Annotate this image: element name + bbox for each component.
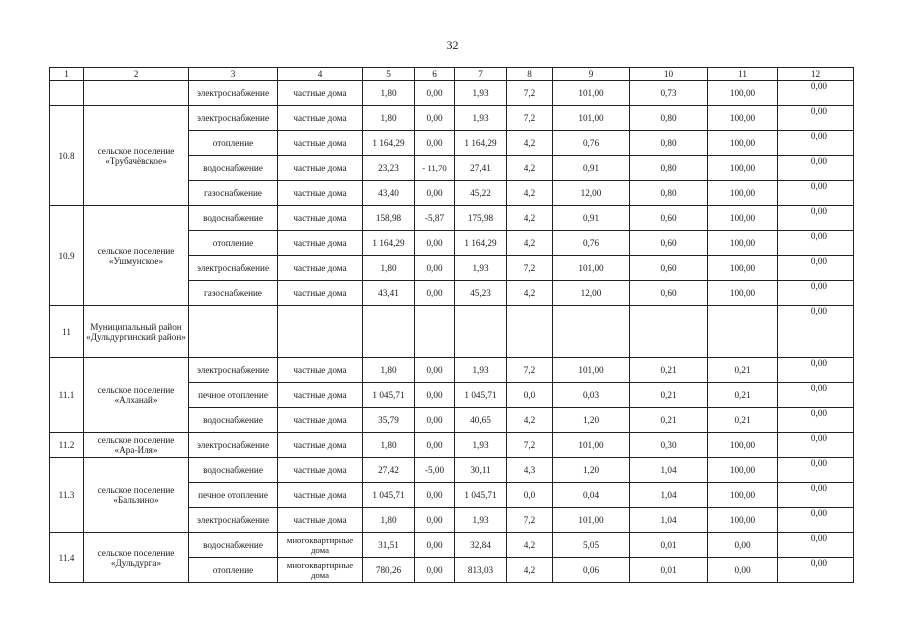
value-col5 bbox=[363, 306, 415, 358]
value-col11: 100,00 bbox=[708, 483, 778, 508]
value-col7: 1,93 bbox=[455, 106, 507, 131]
value-col7 bbox=[455, 306, 507, 358]
column-number: 1 bbox=[50, 68, 84, 81]
table-row bbox=[50, 358, 854, 383]
resource-type: электроснабжение bbox=[189, 508, 278, 533]
value-col11: 100,00 bbox=[708, 281, 778, 306]
column-number: 6 bbox=[415, 68, 455, 81]
settlement-name: сельское поселение «Дульдурга» bbox=[84, 533, 189, 583]
value-col11 bbox=[708, 306, 778, 358]
value-col5: 43,40 bbox=[363, 181, 415, 206]
value-col12: 0,00 bbox=[778, 231, 854, 256]
value-col8: 4,2 bbox=[507, 408, 553, 433]
value-col10: 0,21 bbox=[630, 358, 708, 383]
value-col5: 1,80 bbox=[363, 358, 415, 383]
value-col10: 0,60 bbox=[630, 206, 708, 231]
value-col6: 0,00 bbox=[415, 181, 455, 206]
value-col6: 0,00 bbox=[415, 106, 455, 131]
value-col10: 0,21 bbox=[630, 383, 708, 408]
resource-type: электроснабжение bbox=[189, 256, 278, 281]
row-number: 11.3 bbox=[50, 458, 84, 533]
value-col10: 0,80 bbox=[630, 106, 708, 131]
value-col10: 0,80 bbox=[630, 156, 708, 181]
housing-type: частные дома bbox=[278, 358, 363, 383]
value-col10: 0,60 bbox=[630, 281, 708, 306]
value-col6: 0,00 bbox=[415, 433, 455, 458]
value-col12: 0,00 bbox=[778, 458, 854, 483]
value-col5: 1,80 bbox=[363, 433, 415, 458]
value-col10: 0,80 bbox=[630, 131, 708, 156]
value-col11: 100,00 bbox=[708, 106, 778, 131]
value-col9: 0,06 bbox=[553, 558, 630, 583]
housing-type: частные дома bbox=[278, 281, 363, 306]
value-col11: 100,00 bbox=[708, 181, 778, 206]
value-col7: 175,98 bbox=[455, 206, 507, 231]
value-col7: 813,03 bbox=[455, 558, 507, 583]
housing-type: частные дома bbox=[278, 231, 363, 256]
value-col7: 1,93 bbox=[455, 256, 507, 281]
value-col12: 0,00 bbox=[778, 156, 854, 181]
value-col7: 30,11 bbox=[455, 458, 507, 483]
value-col5: 780,26 bbox=[363, 558, 415, 583]
value-col6: -5,87 bbox=[415, 206, 455, 231]
value-col9: 101,00 bbox=[553, 433, 630, 458]
value-col9: 0,76 bbox=[553, 231, 630, 256]
value-col12: 0,00 bbox=[778, 281, 854, 306]
resource-type: газоснабжение bbox=[189, 181, 278, 206]
housing-type: частные дома bbox=[278, 433, 363, 458]
value-col6: 0,00 bbox=[415, 81, 455, 106]
value-col10: 0,01 bbox=[630, 558, 708, 583]
value-col6: 0,00 bbox=[415, 281, 455, 306]
value-col10: 1,04 bbox=[630, 458, 708, 483]
value-col11: 0,00 bbox=[708, 533, 778, 558]
value-col12: 0,00 bbox=[778, 408, 854, 433]
value-col11: 100,00 bbox=[708, 231, 778, 256]
row-number: 11.2 bbox=[50, 433, 84, 458]
housing-type: частные дома bbox=[278, 156, 363, 181]
value-col10: 1,04 bbox=[630, 483, 708, 508]
value-col9: 12,00 bbox=[553, 281, 630, 306]
value-col6: 0,00 bbox=[415, 558, 455, 583]
value-col11: 100,00 bbox=[708, 256, 778, 281]
row-number: 11.1 bbox=[50, 358, 84, 433]
value-col12: 0,00 bbox=[778, 306, 854, 358]
value-col6 bbox=[415, 306, 455, 358]
value-col9: 101,00 bbox=[553, 358, 630, 383]
value-col12: 0,00 bbox=[778, 483, 854, 508]
value-col6: 0,00 bbox=[415, 533, 455, 558]
value-col6: 0,00 bbox=[415, 508, 455, 533]
resource-type: электроснабжение bbox=[189, 81, 278, 106]
value-col11: 0,21 bbox=[708, 358, 778, 383]
value-col11: 100,00 bbox=[708, 433, 778, 458]
value-col12: 0,00 bbox=[778, 358, 854, 383]
value-col9: 101,00 bbox=[553, 256, 630, 281]
value-col8: 7,2 bbox=[507, 358, 553, 383]
value-col11: 100,00 bbox=[708, 81, 778, 106]
resource-type: водоснабжение bbox=[189, 408, 278, 433]
resource-type: электроснабжение bbox=[189, 433, 278, 458]
value-col12: 0,00 bbox=[778, 383, 854, 408]
value-col8 bbox=[507, 306, 553, 358]
value-col7: 1,93 bbox=[455, 433, 507, 458]
value-col10: 0,60 bbox=[630, 231, 708, 256]
value-col12: 0,00 bbox=[778, 533, 854, 558]
value-col7: 1 045,71 bbox=[455, 483, 507, 508]
value-col7: 1,93 bbox=[455, 81, 507, 106]
value-col7: 40,65 bbox=[455, 408, 507, 433]
value-col11: 0,21 bbox=[708, 383, 778, 408]
tariff-table bbox=[49, 67, 854, 583]
value-col8: 4,3 bbox=[507, 458, 553, 483]
value-col7: 1 164,29 bbox=[455, 231, 507, 256]
value-col9: 0,76 bbox=[553, 131, 630, 156]
housing-type: многоквартирные дома bbox=[278, 533, 363, 558]
value-col6: - 11,70 bbox=[415, 156, 455, 181]
table-row bbox=[50, 206, 854, 231]
value-col11: 100,00 bbox=[708, 458, 778, 483]
column-number: 10 bbox=[630, 68, 708, 81]
table-row bbox=[50, 81, 854, 106]
value-col7: 1,93 bbox=[455, 358, 507, 383]
value-col7: 1 045,71 bbox=[455, 383, 507, 408]
page-number: 32 bbox=[446, 38, 459, 52]
column-number: 7 bbox=[455, 68, 507, 81]
housing-type: частные дома bbox=[278, 483, 363, 508]
housing-type: частные дома bbox=[278, 256, 363, 281]
settlement-name: сельское поселение «Ушмунское» bbox=[84, 206, 189, 306]
value-col8: 7,2 bbox=[507, 433, 553, 458]
table-row bbox=[50, 458, 854, 483]
value-col6: 0,00 bbox=[415, 358, 455, 383]
value-col9: 1,20 bbox=[553, 408, 630, 433]
value-col6: 0,00 bbox=[415, 231, 455, 256]
column-number: 12 bbox=[778, 68, 854, 81]
value-col5: 1,80 bbox=[363, 256, 415, 281]
housing-type: частные дома bbox=[278, 458, 363, 483]
value-col7: 45,22 bbox=[455, 181, 507, 206]
value-col12: 0,00 bbox=[778, 181, 854, 206]
value-col10: 1,04 bbox=[630, 508, 708, 533]
column-number: 9 bbox=[553, 68, 630, 81]
value-col10: 0,60 bbox=[630, 256, 708, 281]
table-row bbox=[50, 433, 854, 458]
value-col5: 1 045,71 bbox=[363, 383, 415, 408]
value-col11: 0,21 bbox=[708, 408, 778, 433]
housing-type bbox=[278, 306, 363, 358]
value-col10: 0,73 bbox=[630, 81, 708, 106]
value-col11: 100,00 bbox=[708, 131, 778, 156]
value-col5: 27,42 bbox=[363, 458, 415, 483]
housing-type: частные дома bbox=[278, 81, 363, 106]
value-col9: 101,00 bbox=[553, 106, 630, 131]
value-col8: 7,2 bbox=[507, 508, 553, 533]
value-col9: 0,91 bbox=[553, 156, 630, 181]
table-row bbox=[50, 106, 854, 131]
row-number: 10.9 bbox=[50, 206, 84, 306]
value-col8: 0,0 bbox=[507, 383, 553, 408]
value-col6: 0,00 bbox=[415, 483, 455, 508]
value-col8: 7,2 bbox=[507, 256, 553, 281]
value-col8: 4,2 bbox=[507, 533, 553, 558]
value-col11: 100,00 bbox=[708, 156, 778, 181]
value-col10 bbox=[630, 306, 708, 358]
value-col5: 23,23 bbox=[363, 156, 415, 181]
settlement-name: сельское поселение «Алханай» bbox=[84, 358, 189, 433]
row-number bbox=[50, 81, 84, 106]
value-col5: 1 164,29 bbox=[363, 231, 415, 256]
housing-type: частные дома bbox=[278, 383, 363, 408]
value-col6: 0,00 bbox=[415, 408, 455, 433]
value-col5: 43,41 bbox=[363, 281, 415, 306]
value-col12: 0,00 bbox=[778, 433, 854, 458]
housing-type: многоквартирные дома bbox=[278, 558, 363, 583]
column-number: 11 bbox=[708, 68, 778, 81]
value-col7: 1 164,29 bbox=[455, 131, 507, 156]
resource-type: водоснабжение bbox=[189, 156, 278, 181]
value-col5: 158,98 bbox=[363, 206, 415, 231]
value-col8: 4,2 bbox=[507, 281, 553, 306]
value-col8: 7,2 bbox=[507, 81, 553, 106]
resource-type: отопление bbox=[189, 558, 278, 583]
value-col8: 4,2 bbox=[507, 558, 553, 583]
value-col9: 0,04 bbox=[553, 483, 630, 508]
housing-type: частные дома bbox=[278, 106, 363, 131]
value-col8: 4,2 bbox=[507, 206, 553, 231]
value-col10: 0,30 bbox=[630, 433, 708, 458]
housing-type: частные дома bbox=[278, 181, 363, 206]
value-col9: 101,00 bbox=[553, 81, 630, 106]
resource-type: газоснабжение bbox=[189, 281, 278, 306]
value-col7: 45,23 bbox=[455, 281, 507, 306]
value-col7: 1,93 bbox=[455, 508, 507, 533]
value-col12: 0,00 bbox=[778, 106, 854, 131]
value-col9: 12,00 bbox=[553, 181, 630, 206]
value-col11: 0,00 bbox=[708, 558, 778, 583]
value-col12: 0,00 bbox=[778, 206, 854, 231]
housing-type: частные дома bbox=[278, 508, 363, 533]
value-col8: 4,2 bbox=[507, 131, 553, 156]
resource-type: водоснабжение bbox=[189, 206, 278, 231]
value-col5: 1 045,71 bbox=[363, 483, 415, 508]
table-row bbox=[50, 306, 854, 358]
value-col11: 100,00 bbox=[708, 508, 778, 533]
settlement-name: Муниципальный район «Дульдургинский район» bbox=[84, 306, 189, 358]
value-col12: 0,00 bbox=[778, 131, 854, 156]
value-col5: 1,80 bbox=[363, 106, 415, 131]
value-col12: 0,00 bbox=[778, 81, 854, 106]
settlement-name: сельское поселение «Трубачёвское» bbox=[84, 106, 189, 206]
value-col5: 1,80 bbox=[363, 508, 415, 533]
resource-type: водоснабжение bbox=[189, 533, 278, 558]
housing-type: частные дома bbox=[278, 131, 363, 156]
table-row bbox=[50, 533, 854, 558]
column-number: 2 bbox=[84, 68, 189, 81]
value-col5: 1 164,29 bbox=[363, 131, 415, 156]
settlement-name: сельское поселение «Бальзино» bbox=[84, 458, 189, 533]
value-col10: 0,01 bbox=[630, 533, 708, 558]
value-col6: -5,00 bbox=[415, 458, 455, 483]
value-col6: 0,00 bbox=[415, 131, 455, 156]
row-number: 10.8 bbox=[50, 106, 84, 206]
value-col11: 100,00 bbox=[708, 206, 778, 231]
housing-type: частные дома bbox=[278, 206, 363, 231]
resource-type: водоснабжение bbox=[189, 458, 278, 483]
settlement-name bbox=[84, 81, 189, 106]
value-col9: 0,03 bbox=[553, 383, 630, 408]
value-col7: 32,84 bbox=[455, 533, 507, 558]
settlement-name: сельское поселение «Ара-Иля» bbox=[84, 433, 189, 458]
resource-type: электроснабжение bbox=[189, 106, 278, 131]
value-col8: 7,2 bbox=[507, 106, 553, 131]
value-col5: 1,80 bbox=[363, 81, 415, 106]
value-col10: 0,21 bbox=[630, 408, 708, 433]
value-col10: 0,80 bbox=[630, 181, 708, 206]
column-number: 5 bbox=[363, 68, 415, 81]
value-col5: 35,79 bbox=[363, 408, 415, 433]
housing-type: частные дома bbox=[278, 408, 363, 433]
value-col12: 0,00 bbox=[778, 508, 854, 533]
value-col12: 0,00 bbox=[778, 558, 854, 583]
value-col9 bbox=[553, 306, 630, 358]
column-number: 3 bbox=[189, 68, 278, 81]
resource-type bbox=[189, 306, 278, 358]
row-number: 11.4 bbox=[50, 533, 84, 583]
row-number: 11 bbox=[50, 306, 84, 358]
value-col6: 0,00 bbox=[415, 383, 455, 408]
resource-type: отопление bbox=[189, 131, 278, 156]
value-col8: 0,0 bbox=[507, 483, 553, 508]
value-col9: 101,00 bbox=[553, 508, 630, 533]
value-col12: 0,00 bbox=[778, 256, 854, 281]
value-col9: 0,91 bbox=[553, 206, 630, 231]
resource-type: электроснабжение bbox=[189, 358, 278, 383]
value-col6: 0,00 bbox=[415, 256, 455, 281]
value-col5: 31,51 bbox=[363, 533, 415, 558]
value-col8: 4,2 bbox=[507, 181, 553, 206]
value-col8: 4,2 bbox=[507, 231, 553, 256]
resource-type: отопление bbox=[189, 231, 278, 256]
resource-type: печное отопление bbox=[189, 483, 278, 508]
column-number: 8 bbox=[507, 68, 553, 81]
resource-type: печное отопление bbox=[189, 383, 278, 408]
header-row bbox=[50, 68, 854, 81]
value-col8: 4,2 bbox=[507, 156, 553, 181]
value-col9: 1,20 bbox=[553, 458, 630, 483]
value-col7: 27,41 bbox=[455, 156, 507, 181]
column-number: 4 bbox=[278, 68, 363, 81]
value-col9: 5,05 bbox=[553, 533, 630, 558]
